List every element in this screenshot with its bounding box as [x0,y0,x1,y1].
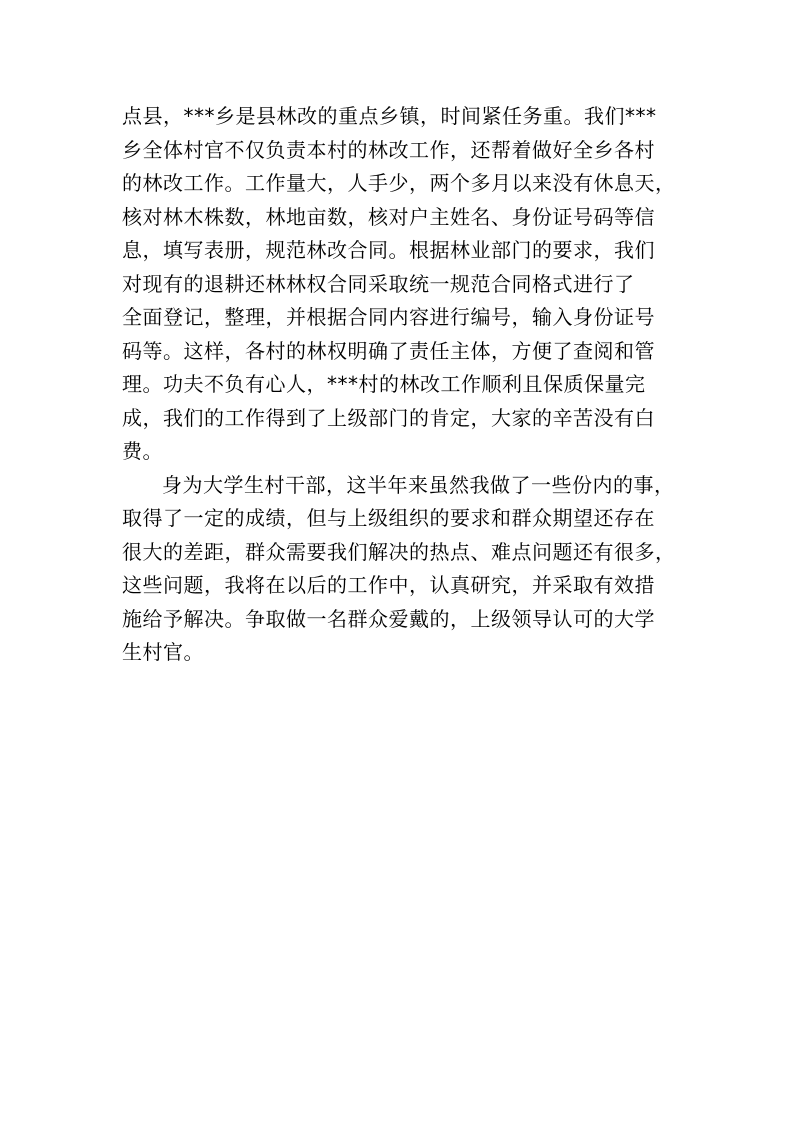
text-line: 核对林木株数，林地亩数，核对户主姓名、身份证号码等信 [122,204,655,229]
text-line: 很大的差距，群众需要我们解决的热点、难点问题还有很多， [122,539,676,564]
text-line: 点县，***乡是县林改的重点乡镇，时间紧任务重。我们*** [122,104,657,128]
text-line: 理。功夫不负有心人，***村的林改工作顺利且保质保量完 [122,372,646,396]
text-line: 的林改工作。工作量大，人手少，两个多月以来没有休息天， [122,171,676,195]
document-body [122,100,682,670]
text-line: 码等。这样，各村的林权明确了责任主体，方便了查阅和管 [122,338,655,363]
text-line: 对现有的退耕还林林权合同采取统一规范合同格式进行了 [122,271,635,296]
text-line: 这些问题，我将在以后的工作中，认真研究，并采取有效措 [122,573,655,597]
paragraph-conclusion [122,469,682,670]
text-line: 乡全体村官不仅负责本村的林改工作，还帮着做好全乡各村 [122,137,655,162]
text-line: 费。 [122,439,163,463]
text-line: 身为大学生村干部，这半年来虽然我做了一些份内的事， [162,472,675,497]
text-line: 施给予解决。争取做一名群众爱戴的，上级领导认可的大学 [122,606,655,631]
paragraph-forest-reform [122,100,682,469]
text-line: 生村官。 [122,640,204,664]
text-line: 息，填写表册，规范林改合同。根据林业部门的要求，我们 [122,238,655,262]
text-line: 全面登记，整理，并根据合同内容进行编号，输入身份证号 [122,305,655,329]
text-line: 成，我们的工作得到了上级部门的肯定，大家的辛苦没有白 [122,405,655,430]
text-line: 取得了一定的成绩，但与上级组织的要求和群众期望还存在 [122,506,655,530]
